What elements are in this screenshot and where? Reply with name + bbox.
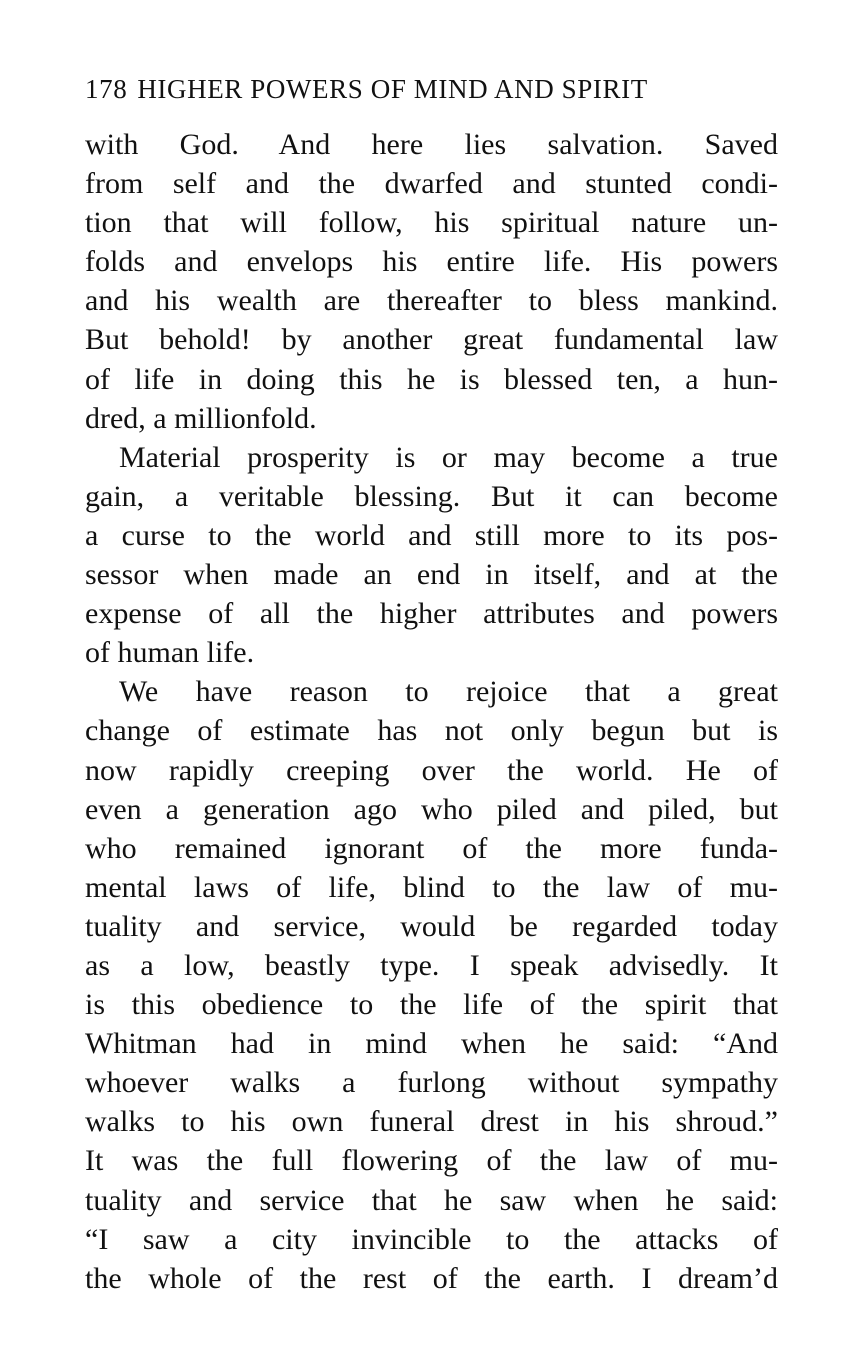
text-line: mental laws of life, blind to the law of mu-	[85, 870, 778, 904]
text-line: is this obedience to the life of the spirit that	[85, 988, 778, 1022]
text-line: We have reason to rejoice that a great	[119, 675, 778, 709]
text-line: gain, a veritable blessing. But it can become	[85, 479, 778, 513]
text-line: change of estimate has not only begun but is	[85, 714, 778, 748]
text-line: folds and envelops his entire life. His powers	[85, 245, 778, 279]
text-line: expense of all the higher attributes and powers	[85, 597, 778, 631]
text-line: who remained ignorant of the more funda-	[85, 831, 778, 865]
text-line: sessor when made an end in itself, and at the	[85, 558, 778, 592]
text-line: now rapidly creeping over the world. He of	[85, 753, 778, 787]
text-line: from self and the dwarfed and stunted condi-	[85, 167, 778, 201]
running-head	[85, 72, 785, 106]
text-line: tuality and service that he saw when he said:	[85, 1183, 778, 1217]
text-line: and his wealth are thereafter to bless mankind.	[85, 284, 778, 318]
text-line: walks to his own funeral drest in his shroud.”	[85, 1105, 778, 1139]
page-number: 178	[85, 74, 128, 104]
text-line: It was the full flowering of the law of mu-	[85, 1144, 778, 1178]
text-line: Whitman had in mind when he said: “And	[85, 1027, 778, 1061]
text-line: But behold! by another great fundamental law	[85, 323, 778, 357]
text-line: a curse to the world and still more to its pos-	[85, 518, 778, 552]
text-line: with God. And here lies salvation. Saved	[85, 128, 778, 161]
text-line: of life in doing this he is blessed ten, a hun-	[85, 362, 778, 396]
text-line: whoever walks a furlong without sympathy	[85, 1066, 778, 1100]
text-line: tion that will follow, his spiritual nature un-	[85, 206, 778, 240]
text-line: tuality and service, would be regarded today	[85, 909, 778, 943]
text-line: dred, a millionfold.	[85, 401, 317, 435]
text-line: as a low, beastly type. I speak advisedly. It	[85, 948, 778, 982]
text-line: “I saw a city invincible to the attacks of	[85, 1222, 778, 1256]
text-line: of human life.	[85, 636, 255, 670]
text-line: even a generation ago who piled and piled, but	[85, 792, 778, 826]
text-line: the whole of the rest of the earth. I dream’d	[85, 1261, 778, 1295]
text-line: Material prosperity is or may become a true	[119, 440, 778, 474]
running-title: HIGHER POWERS OF MIND AND SPIRIT	[137, 74, 648, 104]
body-text	[85, 125, 778, 1298]
